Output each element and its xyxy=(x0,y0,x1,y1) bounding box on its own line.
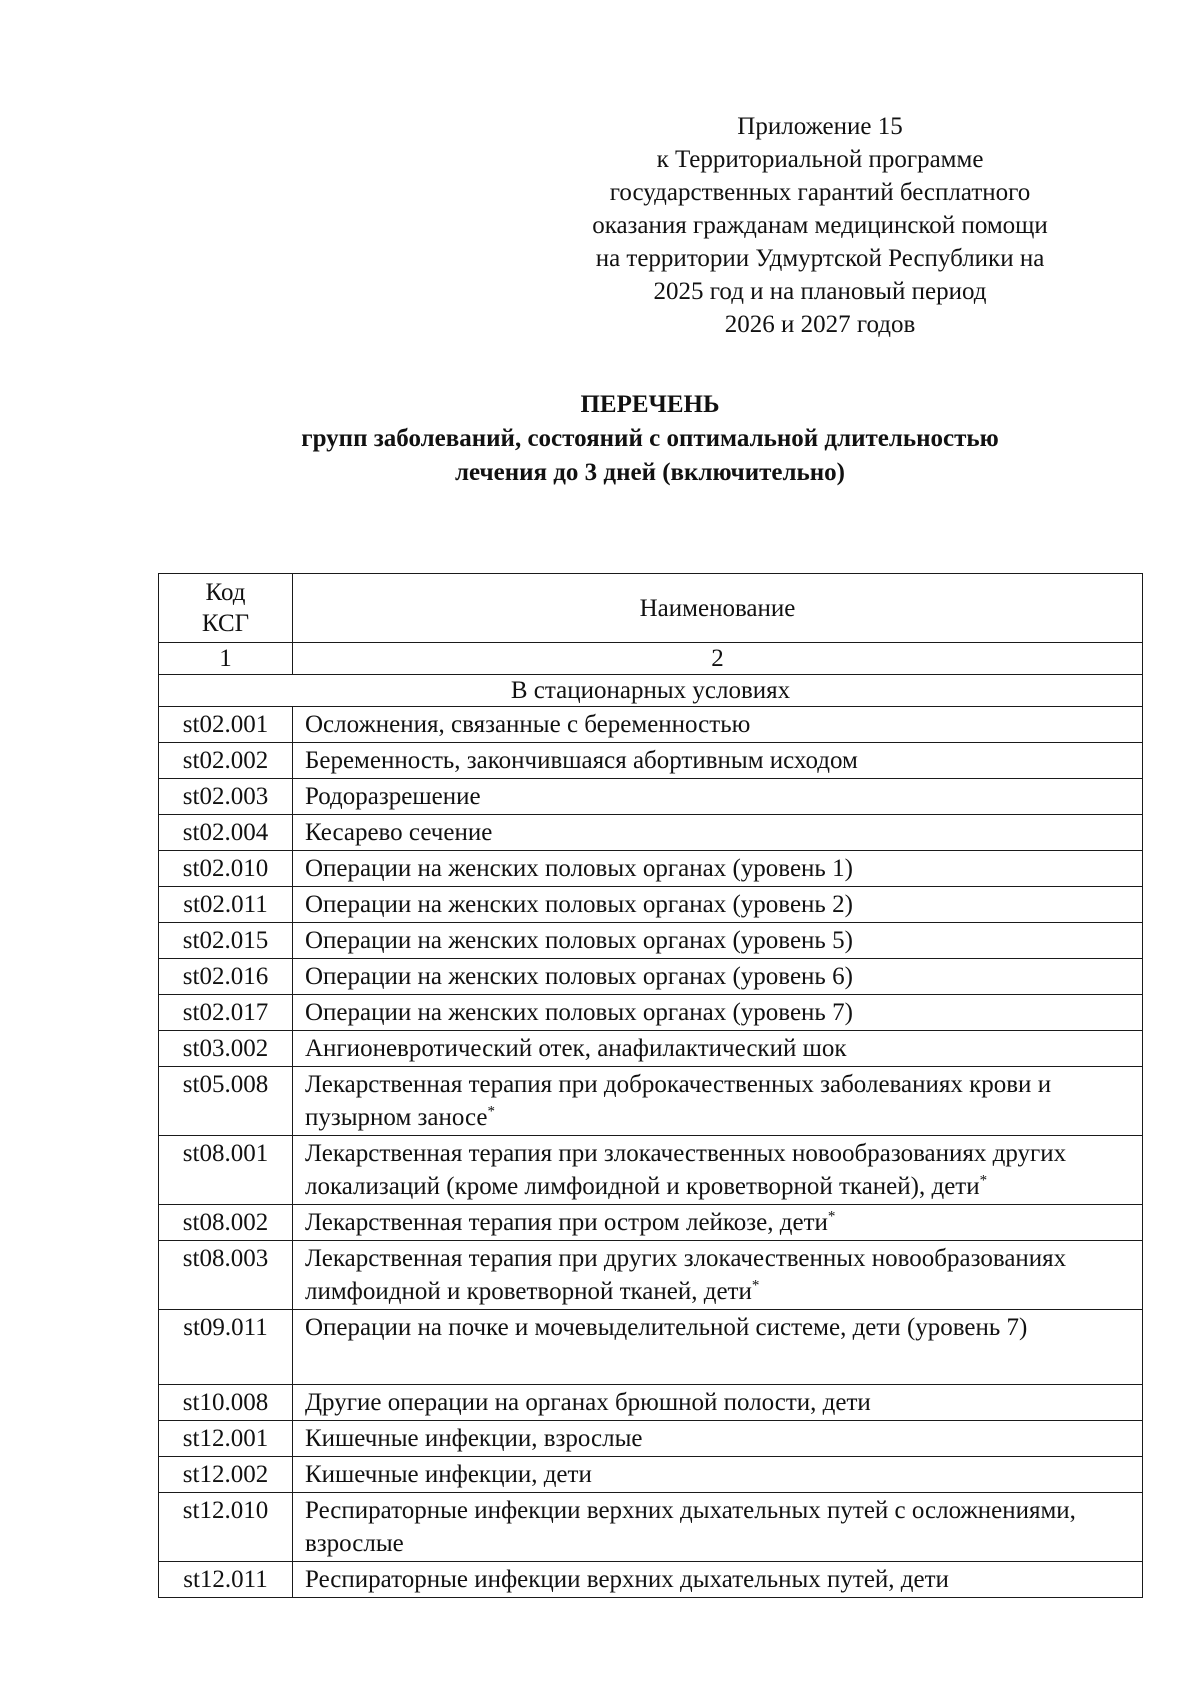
ksg-code: st09.011 xyxy=(159,1310,293,1385)
ksg-code: st02.015 xyxy=(159,923,293,959)
ksg-table xyxy=(158,573,1143,1598)
ksg-code: st02.011 xyxy=(159,887,293,923)
header-name: Наименование xyxy=(293,574,1143,643)
ksg-name-cell xyxy=(293,851,1143,887)
annex-line: к Территориальной программе xyxy=(656,146,984,173)
footnote-mark: * xyxy=(979,1172,988,1189)
ksg-code: st12.011 xyxy=(159,1562,293,1598)
table-row xyxy=(159,815,1143,851)
ksg-name-cell xyxy=(293,1031,1143,1067)
table-row xyxy=(159,959,1143,995)
column-number: 2 xyxy=(293,643,1143,675)
ksg-name: Лекарственная терапия при доброкачественных заболеваниях крови и пузырном заносе xyxy=(305,1071,1052,1131)
ksg-name-cell xyxy=(293,887,1143,923)
column-number: 1 xyxy=(159,643,293,675)
table-row xyxy=(159,779,1143,815)
ksg-name-cell xyxy=(293,779,1143,815)
table-row xyxy=(159,1310,1143,1385)
ksg-name: Родоразрешение xyxy=(305,783,481,810)
ksg-name: Операции на женских половых органах (уровень 2) xyxy=(305,891,853,918)
ksg-name-cell xyxy=(293,815,1143,851)
ksg-code: st12.010 xyxy=(159,1493,293,1562)
ksg-code: st02.002 xyxy=(159,743,293,779)
table-row xyxy=(159,923,1143,959)
table-header-row xyxy=(159,574,1143,643)
section-row xyxy=(159,675,1143,707)
footnote-mark: * xyxy=(751,1277,760,1294)
ksg-name-cell xyxy=(293,1421,1143,1457)
header-code-line: КСГ xyxy=(201,610,250,637)
annex-line: 2026 и 2027 годов xyxy=(724,311,916,338)
table-row xyxy=(159,743,1143,779)
ksg-name-cell xyxy=(293,743,1143,779)
footnote-mark: * xyxy=(827,1208,836,1225)
ksg-code: st02.003 xyxy=(159,779,293,815)
table-row xyxy=(159,1493,1143,1562)
annex-line: оказания гражданам медицинской помощи xyxy=(592,212,1048,239)
ksg-name-cell xyxy=(293,995,1143,1031)
ksg-name: Кесарево сечение xyxy=(305,819,493,846)
annex-line: 2025 год и на плановый период xyxy=(653,278,987,305)
ksg-name: Другие операции на органах брюшной полости, дети xyxy=(305,1389,871,1416)
ksg-name: Респираторные инфекции верхних дыхательных путей с осложнениями, взрослые xyxy=(305,1497,1076,1557)
ksg-name: Осложнения, связанные с беременностью xyxy=(305,711,751,738)
ksg-code: st03.002 xyxy=(159,1031,293,1067)
ksg-name-cell xyxy=(293,1385,1143,1421)
ksg-name-cell xyxy=(293,707,1143,743)
ksg-code: st02.010 xyxy=(159,851,293,887)
ksg-name: Лекарственная терапия при других злокачественных новообразованиях лимфоидной и кроветворной тканей, дети xyxy=(305,1245,1067,1305)
ksg-name: Кишечные инфекции, взрослые xyxy=(305,1425,643,1452)
table-row xyxy=(159,851,1143,887)
header-code-line: Код xyxy=(205,579,246,606)
ksg-name-cell xyxy=(293,1205,1143,1241)
title-subtitle-line: лечения до 3 дней (включительно) xyxy=(455,459,845,486)
ksg-code: st08.001 xyxy=(159,1136,293,1205)
footnote-mark: * xyxy=(487,1103,495,1120)
ksg-name-cell xyxy=(293,959,1143,995)
annex-reference xyxy=(560,110,1080,341)
ksg-name: Лекарственная терапия при злокачественных новообразованиях других локализаций (кроме лимфоидной и кроветворной тканей), дети xyxy=(305,1140,1067,1200)
table-row xyxy=(159,1385,1143,1421)
ksg-name: Кишечные инфекции, дети xyxy=(305,1461,592,1488)
ksg-name: Респираторные инфекции верхних дыхательных путей, дети xyxy=(305,1566,949,1593)
annex-line: государственных гарантий бесплатного xyxy=(609,179,1031,206)
ksg-name-cell xyxy=(293,1136,1143,1205)
ksg-code: st08.002 xyxy=(159,1205,293,1241)
table-row xyxy=(159,887,1143,923)
table-row xyxy=(159,995,1143,1031)
ksg-name: Беременность, закончившаяся абортивным исходом xyxy=(305,747,858,774)
ksg-name: Операции на женских половых органах (уровень 1) xyxy=(305,855,853,882)
column-number-row xyxy=(159,643,1143,675)
ksg-code: st02.004 xyxy=(159,815,293,851)
document-title xyxy=(100,388,1200,490)
ksg-name-cell xyxy=(293,1310,1143,1385)
title-heading: ПЕРЕЧЕНЬ xyxy=(580,391,720,418)
annex-line: на территории Удмуртской Республики на xyxy=(595,245,1045,272)
ksg-code: st10.008 xyxy=(159,1385,293,1421)
table-row xyxy=(159,1067,1143,1136)
ksg-name: Операции на почке и мочевыделительной системе, дети (уровень 7) xyxy=(305,1314,1028,1341)
ksg-name-cell xyxy=(293,1241,1143,1310)
ksg-code: st05.008 xyxy=(159,1067,293,1136)
ksg-name: Операции на женских половых органах (уровень 6) xyxy=(305,963,853,990)
ksg-code: st02.017 xyxy=(159,995,293,1031)
section-label: В стационарных условиях xyxy=(159,675,1143,707)
ksg-code: st08.003 xyxy=(159,1241,293,1310)
ksg-name-cell xyxy=(293,923,1143,959)
ksg-code: st12.001 xyxy=(159,1421,293,1457)
title-subtitle-line: групп заболеваний, состояний с оптимальной длительностью xyxy=(301,425,999,452)
ksg-name: Операции на женских половых органах (уровень 7) xyxy=(305,999,853,1026)
ksg-name: Ангионевротический отек, анафилактический шок xyxy=(305,1035,847,1062)
ksg-name-cell xyxy=(293,1457,1143,1493)
table-row xyxy=(159,1241,1143,1310)
ksg-code: st02.001 xyxy=(159,707,293,743)
ksg-name-cell xyxy=(293,1067,1143,1136)
header-code xyxy=(159,574,293,643)
table-row xyxy=(159,1457,1143,1493)
table-row xyxy=(159,1562,1143,1598)
ksg-name: Лекарственная терапия при остром лейкозе, дети xyxy=(305,1209,828,1236)
ksg-code: st12.002 xyxy=(159,1457,293,1493)
table-row xyxy=(159,1031,1143,1067)
table-row xyxy=(159,1205,1143,1241)
ksg-name-cell xyxy=(293,1562,1143,1598)
annex-line: Приложение 15 xyxy=(737,113,903,140)
table-row xyxy=(159,707,1143,743)
ksg-code: st02.016 xyxy=(159,959,293,995)
ksg-name-cell xyxy=(293,1493,1143,1562)
table-row xyxy=(159,1421,1143,1457)
ksg-name: Операции на женских половых органах (уровень 5) xyxy=(305,927,853,954)
table-row xyxy=(159,1136,1143,1205)
